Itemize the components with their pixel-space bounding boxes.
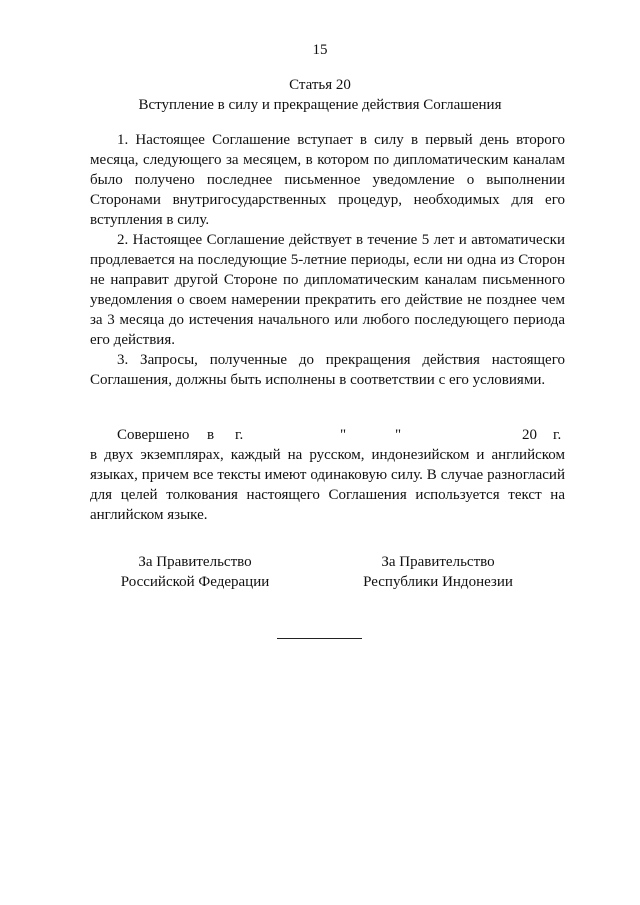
signature-indonesia — [338, 552, 538, 592]
done-quote-close: " — [395, 427, 402, 443]
page-number: 15 — [312, 42, 328, 58]
done-rest-text: в двух экземплярах, каждый на русском, индонезийском и английском языках, причем все тексты имеют одинаковую силу. В случае разногласий для целей толкования настоящего Соглашения используется текст на английском языке. — [90, 447, 565, 523]
done-year-abbr: г. — [553, 427, 562, 443]
article-title: Статья 20 — [289, 77, 351, 93]
signature-indonesia-line2: Республики Индонезии — [363, 574, 513, 590]
signature-russia — [95, 552, 295, 592]
done-line — [90, 425, 565, 445]
end-divider — [277, 638, 362, 639]
done-quote-open: " — [340, 427, 347, 443]
signature-russia-line1: За Правительство — [138, 554, 252, 570]
done-year: 20 — [522, 427, 537, 443]
signature-russia-line2: Российской Федерации — [120, 574, 270, 590]
signature-indonesia-line1: За Правительство — [381, 554, 495, 570]
done-clause — [90, 425, 565, 525]
done-city-abbr: г. — [235, 427, 244, 443]
paragraph-3: 3. Запросы, полученные до прекращения действия настоящего Соглашения, должны быть исполнены в соответствии с его условиями. — [90, 352, 565, 388]
paragraph-1: 1. Настоящее Соглашение вступает в силу в первый день второго месяца, следующего за месяцем, в котором по дипломатическим каналам было получено последнее письменное уведомление о выполнении Сторонами внутригосударственных процедур, необходимых для его вступления в силу. — [90, 132, 565, 228]
article-body — [90, 130, 565, 390]
paragraph-2: 2. Настоящее Соглашение действует в течение 5 лет и автоматически продлевается на последующие 5-летние периоды, если ни одна из Сторон не направит другой Стороне по дипломатическим каналам письменного уведомления о своем намерении прекратить его действие не позднее чем за 3 месяца до истечения начального или любого последующего периода его действия. — [90, 232, 565, 348]
done-in: в — [207, 427, 215, 443]
article-subtitle: Вступление в силу и прекращение действия Соглашения — [138, 97, 502, 113]
done-word: Совершено — [117, 427, 190, 443]
